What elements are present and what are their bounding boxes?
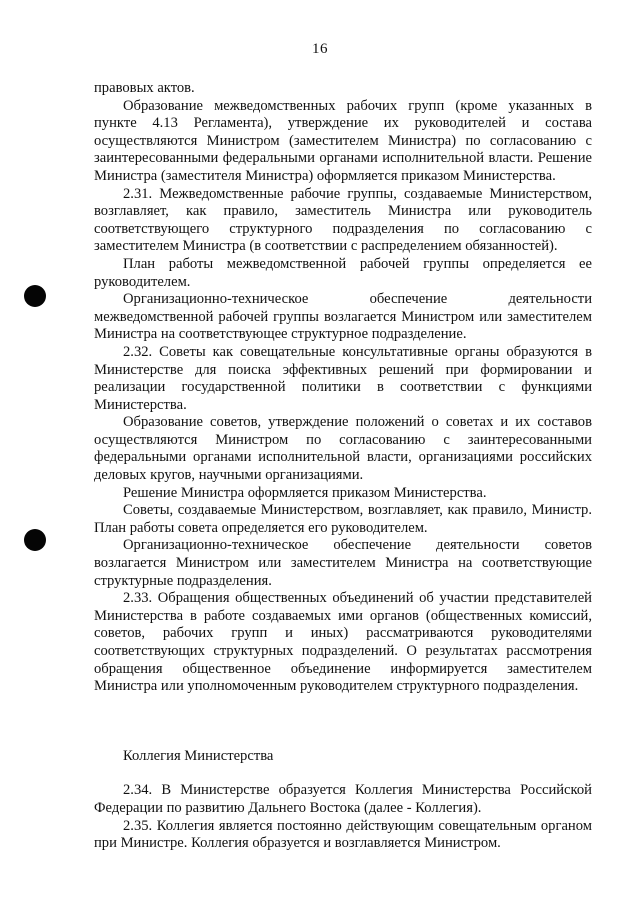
- paragraph: Организационно-техническое обеспечение деятельности межведомственной рабочей группы возлагается Министром или заместителем Министра на соответствующее структурное подразделение.: [94, 291, 592, 343]
- paragraph: Советы, создаваемые Министерством, возглавляет, как правило, Министр. План работы совета определяется его руководителем.: [94, 502, 592, 536]
- binder-hole-bottom: [24, 529, 46, 551]
- paragraph: Организационно-техническое обеспечение деятельности советов возлагается Министром или заместителем Министра на соответствующие структурные подразделения.: [94, 537, 592, 589]
- paragraph: Решение Министра оформляется приказом Министерства.: [123, 484, 487, 501]
- paragraph: Образование советов, утверждение положений о советах и их составов осуществляются Министром по согласованию с заинтересованными федеральными органами исполнительной власти, организациями российских деловых кругов, научными организациями.: [94, 414, 592, 484]
- paragraph: 2.32. Советы как совещательные консультативные органы образуются в Министерстве для поиска эффективных решений при формировании и реализации государственной политики в соответствии с функциями Министерства.: [94, 343, 592, 413]
- binder-hole-top: [24, 285, 46, 307]
- page-number: 16: [312, 41, 328, 57]
- paragraph: 2.34. В Министерстве образуется Коллегия Министерства Российской Федерации по развитию Дальнего Востока (далее - Коллегия).: [94, 782, 592, 816]
- paragraph: План работы межведомственной рабочей группы определяется ее руководителем.: [94, 255, 592, 290]
- paragraph: 2.35. Коллегия является постоянно действующим совещательным органом при Министре. Коллегия образуется и возглавляется Министром.: [94, 817, 592, 852]
- paragraph: 2.31. Межведомственные рабочие группы, создаваемые Министерством, возглавляет, как правило, заместитель Министра или руководитель соответствующего структурного подразделения по согласованию с заместителем Министра (в соответствии с распределением обязанностей).: [94, 185, 592, 255]
- paragraph: Образование межведомственных рабочих групп (кроме указанных в пункте 4.13 Регламента), утверждение их руководителей и состава осуществляются Министром (заместителем Министра) по согласованию с заинтересованными федеральными органами исполнительной власти. Решение Министра (заместителя Министра) оформляется приказом Министерства.: [94, 97, 592, 184]
- paragraph: правовых актов.: [94, 80, 195, 96]
- section-title: Коллегия Министерства: [123, 747, 274, 764]
- paragraph: 2.33. Обращения общественных объединений об участии представителей Министерства в работе создаваемых ими органов (общественных комиссий, советов, рабочих групп и иных) рассматриваются руководителями соответствующих структурных подразделений. О результатах рассмотрения обращения общественное объединение информируется заместителем Министра или уполномоченным руководителем структурного подразделения.: [94, 590, 592, 695]
- document-body: [94, 80, 592, 853]
